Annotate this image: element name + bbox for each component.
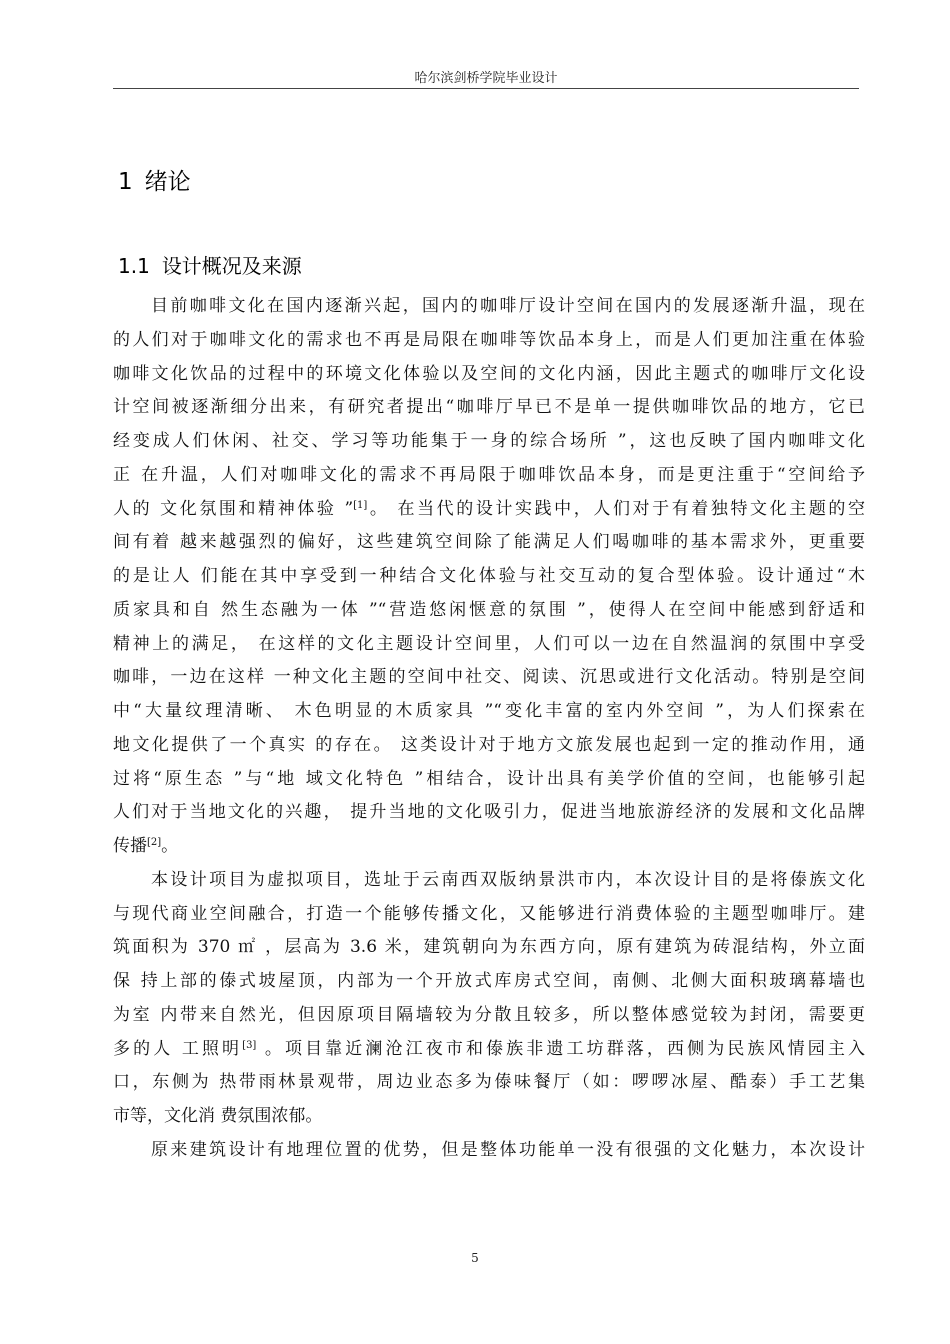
chapter-number: 1 <box>118 169 133 195</box>
text-line: 过将“原生态 ”与“地 域文化特色 ”相结合，设计出具有美学价值的空间，也能够引起 <box>113 768 865 789</box>
page-header: 哈尔滨剑桥学院毕业设计 <box>414 71 558 86</box>
text-line: 本设计项目为虚拟项目，选址于云南西双版纳景洪市内，本次设计目的是将傣族文化 <box>151 869 865 890</box>
section-heading <box>118 250 302 279</box>
citation-ref: [2] <box>147 837 162 848</box>
chapter-title: 绪论 <box>144 169 191 195</box>
text-span: 。项目靠近澜沧江夜市和傣族非遗工坊群落，西侧为民族风情园主入 <box>256 1038 866 1059</box>
text-line <box>113 493 865 527</box>
text-span: 多的人 工照明 <box>113 1038 243 1059</box>
page-number: 5 <box>471 1251 479 1265</box>
text-line: 间有着 越来越强烈的偏好，这些建筑空间除了能满足人们喝咖啡的基本需求外，更重要 <box>113 532 865 553</box>
text-line: 目前咖啡文化在国内逐渐兴起，国内的咖啡厅设计空间在国内的发展逐渐升温，现在 <box>151 296 865 316</box>
section-number: 1.1 <box>118 254 150 278</box>
text-line <box>113 830 865 864</box>
text-line: 地文化提供了一个真实 的存在。 这类设计对于地方文旅发展也起到一定的推动作用，通 <box>113 734 865 755</box>
chapter-heading <box>118 163 191 196</box>
citation-ref: [1] <box>353 499 368 511</box>
text-span: 人的 文化氛围和精神体验 ” <box>113 498 354 519</box>
text-line: 正 在升温，人们对咖啡文化的需求不再局限于咖啡饮品本身，而是更注重于“空间给予 <box>113 464 865 485</box>
text-line: 的人们对于咖啡文化的需求也不再是局限在咖啡等饮品本身上，而是人们更加注重在体验 <box>113 329 865 350</box>
text-line: 计空间被逐渐细分出来，有研究者提出“咖啡厅早已不是单一提供咖啡饮品的地方，它已 <box>113 397 865 418</box>
text-line: 为室 内带来自然光，但因原项目隔墙较为分散且较多，所以整体感觉较为封闭，需要更 <box>113 1004 865 1025</box>
text-line <box>113 1033 865 1067</box>
text-line: 中“大量纹理清晰、 木色明显的木质家具 ”“变化丰富的室内外空间 ”，为人们探索在 <box>113 701 865 721</box>
text-line: 口，东侧为 热带雨林景观带，周边业态多为傣味餐厅（如：啰啰冰屋、酷泰）手工艺集 <box>113 1072 865 1093</box>
text-line: 人们对于当地文化的兴趣， 提升当地的文化吸引力，促进当地旅游经济的发展和文化品牌 <box>113 802 865 823</box>
text-span: 。 <box>161 836 179 856</box>
text-line: 质家具和自 然生态融为一体 ”“营造悠闲惬意的氛围 ”，使得人在空间中能感到舒适和 <box>113 599 865 620</box>
text-span: 。 在当代的设计实践中，人们对于有着独特文化主题的空 <box>367 498 865 519</box>
text-line: 经变成人们休闲、社交、学习等功能集于一身的综合场所 ”，这也反映了国内咖啡文化 <box>113 431 865 451</box>
text-line: 的是让人 们能在其中享受到一种结合文化体验与社交互动的复合型体验。设计通过“木 <box>113 566 865 586</box>
text-line: 咖啡，一边在这样 一种文化主题的空间中社交、阅读、沉思或进行文化活动。特别是空间 <box>113 667 865 688</box>
text-line: 与现代商业空间融合，打造一个能够传播文化，又能够进行消费体验的主题型咖啡厅。建 <box>113 903 865 924</box>
text-line: 咖啡文化饮品的过程中的环境文化体验以及空间的文化内涵，因此主题式的咖啡厅文化设 <box>113 363 865 384</box>
section-title: 设计概况及来源 <box>161 254 302 278</box>
body-text <box>113 290 865 1168</box>
citation-ref: [3] <box>242 1039 257 1051</box>
text-span: 传播 <box>113 836 147 856</box>
text-line: 精神上的满足， 在这样的文化主题设计空间里，人们可以一边在自然温润的氛围中享受 <box>113 633 865 654</box>
header-rule <box>113 88 859 89</box>
text-line: 市等，文化消 费氛围浓郁。 <box>113 1106 323 1126</box>
text-line: 筑面积为 370 ㎡ ，层高为 3.6 米，建筑朝向为东西方向，原有建筑为砖混结构，外立面 <box>113 937 865 958</box>
text-line: 原来建筑设计有地理位置的优势，但是整体功能单一没有很强的文化魅力，本次设计 <box>151 1139 865 1160</box>
text-line: 保 持上部的傣式坡屋顶，内部为一个开放式库房式空间，南侧、北侧大面积玻璃幕墙也 <box>113 971 865 991</box>
